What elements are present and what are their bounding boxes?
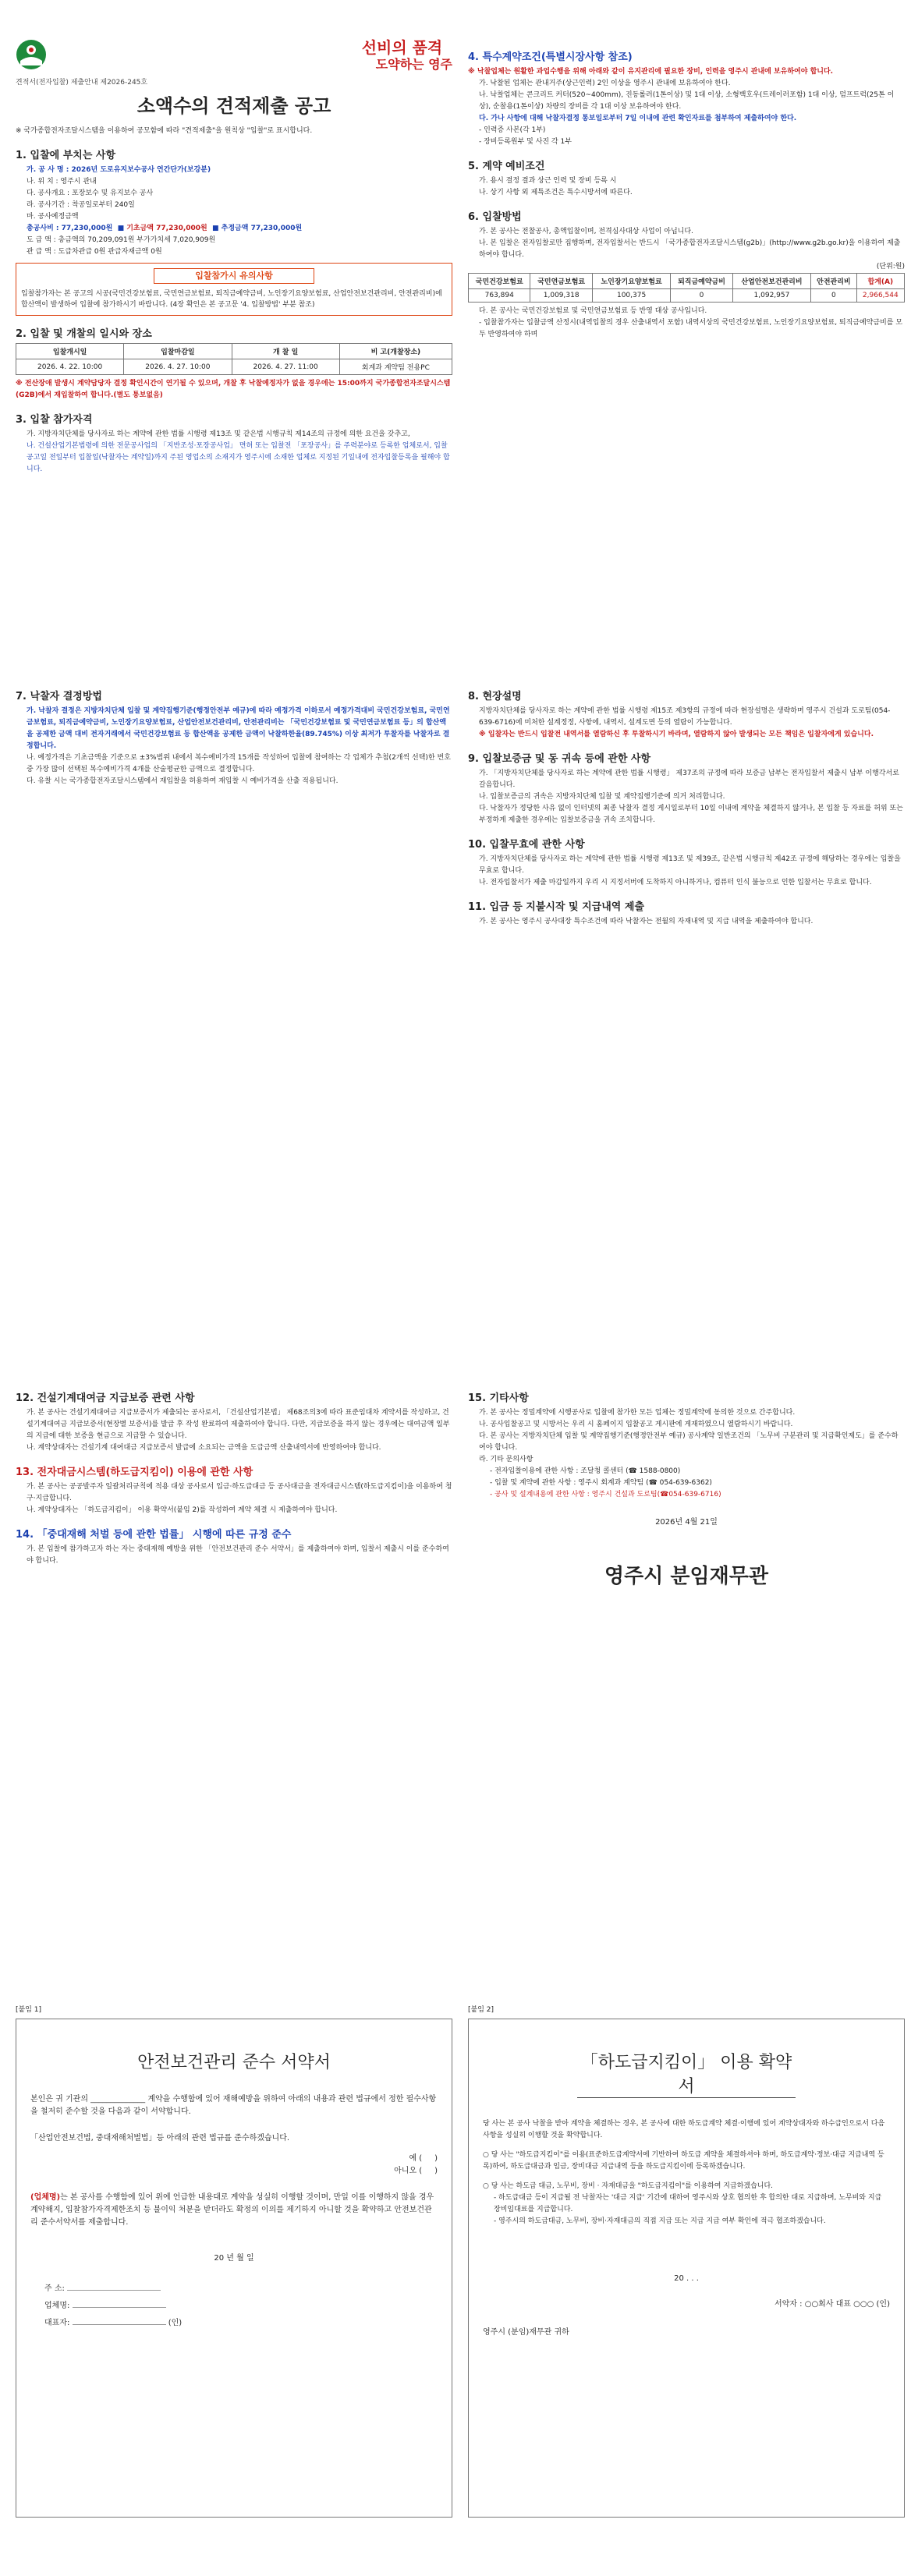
attachment-2-recipient: 영주시 (분임)재무관 귀하 [483, 2328, 569, 2337]
section-4-title: 4. 특수계약조건(특별시장사항 참조) [468, 51, 633, 63]
attachment-2-date: 20 . . . [674, 2274, 699, 2283]
section-9-title: 9. 입찰보증금 및 동 귀속 등에 관한 사항 [468, 753, 651, 765]
attachment-1-signature: 주 소: 업체명: 대표자: (인) [44, 2284, 183, 2327]
section-6-note: 다. 본 공사는 국민건강보험료 및 국민연금보험료 등 반영 대상 공사입니다. - 입찰참가자는 입찰금액 산정시(내역입찰의 경우 산출내역서 포함) 내역서상의 국민건강보험료, 노인장기요양보험료, 퇴직금예약금비를 모두 반영하여야 하며 [479, 307, 903, 338]
page-1-right [468, 39, 905, 663]
page-2-right [468, 678, 905, 1364]
section-4-notice: ※ 낙찰업체는 원활한 과업수행을 위해 아래와 같이 유지관리에 필요한 장비, 인력을 영주시 관내에 보유하여야 합니다. [468, 68, 834, 76]
section-7-title: 7. 낙찰자 결정방법 [16, 691, 102, 702]
contacts: - 전자입찰이용에 관한 사항 : 조달청 콜센터 (☎ 1588-0800) - 입찰 및 계약에 관한 사항 : 영주시 회계과 계약팀 (☎ 054-639-6362) - 공사 및 설계내용에 관한 사항 : 영주시 건설과 도로팀(☎054-639-6716) [490, 1467, 721, 1499]
section-6-title: 6. 입찰방법 [468, 211, 522, 223]
preface-note: ※ 국가종합전자조달시스템을 이용하여 공모함에 따라 "견적제출"을 원칙상 "입찰"로 표시합니다. [16, 127, 313, 135]
page-3-left [16, 1380, 452, 1988]
section-8-title: 8. 현장설명 [468, 691, 522, 702]
attachment-1-date: 20 년 월 일 [214, 2254, 254, 2263]
section-3-text: 가. 지방자치단체를 당사자로 하는 계약에 관한 법률 시행령 제13조 및 같은법 시행규칙 제14조의 규정에 의한 요건을 갖추고, 나. 건설산업기본법령에 의한 전문공사업의 「지반조성·포장공사업」 면허 또는 입찰전 「포장공사」를 주력분야로 등록한 업체로서, 입찰공고일 전일부터 입찰일(낙찰자는 계약일)까지 주된 영업소의 소재지가 영주시에 소재한 업체로 지정된 기일내에 전자입찰등록을 필해야 합니다. [27, 430, 450, 473]
section-13-text: 가. 본 공사는 공공발주자 일괄처리규칙에 적용 대상 공사로서 입금·하도급대금 등 공사대금을 전자대금시스템(하도급지킴이)을 이용하여 청구·지급합니다. 나. 계약상대자는 「하도급지킴이」 이용 확약서(붙임 2)를 작성하여 계약 체결 시 제출하여야 합니다. [27, 1483, 452, 1514]
section-10-title: 10. 입찰무효에 관한 사항 [468, 839, 585, 851]
section-10-text: 가. 지방자치단체를 당사자로 하는 계약에 관한 법률 시행령 제13조 및 제39조, 같은법 시행규칙 제42조 규정에 해당하는 경우에는 입찰을 무효로 합니다. 나. 전자입찰서가 제출 마감일까지 우리 시 지정서버에 도착하지 아니하거나, 컴퓨터 인식 불능으로 인한 입찰서는 무효로 합니다. [479, 855, 901, 886]
section-14-text: 가. 본 입찰에 참가하고자 하는 자는 중대재해 예방을 위한 「안전보건관리 준수 서약서」를 제출하여야 하며, 입찰서 제출시 이를 준수하여야 합니다. [27, 1545, 449, 1565]
table-unit: (단위:원) [876, 263, 905, 271]
section-7-text: 가. 낙찰자 결정은 지방자치단체 입찰 및 계약집행기준(행정안전부 예규)에 따라 예정가격 이하로서 예정가격대비 국민건강보험료, 국민연금보험료, 퇴직금예약금비, 노인장기요양보험료, 산업안전보건관리비, 안전관리비는 「국민건강보험료 및 국민연금보험료 등」의 합산액을 공제한 금액 대비 전자거래에서 국민건강보험료 등 합산액을 공제한 금액이 낙찰하한율(89.745%) 이상 최저가 투찰자를 낙찰자로 결정합니다. 나. 예정가격은 기초금액을 기준으로 ±3%범위 내에서 복수예비가격 15개를 작성하여 입찰에 참여하는 각 업체가 추첨(2개씩 선택)한 번호 중 가장 많이 선택된 복수예비가격 4개를 산술평균한 금액으로 결정합니다. 다. 유찰 시는 국가종합전자조달시스템에서 재입찰을 허용하여 재입찰 시 예비가격을 산출 적용됩니다. [27, 707, 451, 785]
attachment-2-title: 「하도급지킴이」 이용 확약서 [577, 2049, 796, 2098]
section-8-text: 지방자치단체를 당사자로 하는 계약에 관한 법률 시행령 제15조 제3항의 규정에 따라 현장설명은 생략하며 영주시 건설과 도로팀(054-639-6716)에 미처한 설계정정, 사항에, 내역서, 설계도면 등의 열람이 가능합니다. ※ 입찰자는 반드시 입찰전 내역서를 열람하신 후 투찰하시기 바라며, 열람하지 않아 발생되는 모든 책임은 입찰자에게 있습니다. [479, 707, 891, 738]
bidding-warning-box: 입찰참가시 유의사항 입찰참가자는 본 공고의 시공(국민건강보험료, 국민연금보험료, 퇴직금예약금비, 노인장기요양보험료, 산업안전보건관리비, 안전관리비)에 합산액이 발생하여 입찰에 참가하시기 바랍니다. (4장 확인은 본 공고문 '4. 입찰방법' 부분 참조) [16, 263, 452, 316]
section-12-text: 가. 본 공사는 건설기계대여금 지급보증서가 제출되는 공사로서, 「건설산업기본법」 제68조의3에 따라 표준임대차 계약서를 작성하고, 건설기계대여금 지급보증서(현장별 보증서)를 발급 후 작성 완료하여 제출하여야 합니다. 다만, 지급보증을 하지 않는 경우에는 대여금액 일부의 지급에 대한 보증을 현금으로 지급할 수 있습니다. 나. 계약상대자는 건설기계 대여대금 지급보증서 발급에 소요되는 금액을 도급금액 산출내역서에 반영하여야 합니다. [27, 1409, 450, 1452]
attachment-1-check: 「산업안전보건법, 중대재해처벌법」등 아래의 관련 법규를 준수하겠습니다. [30, 2134, 290, 2143]
no-option[interactable]: 아니오 ( ) [394, 2167, 438, 2175]
schedule-note: ※ 전산장애 발생시 계약담당자 결정 확인시간이 연기될 수 있으며, 개찰 후 낙찰예정자가 없을 경우에는 15:00까지 국가종합전자조달시스템(G2B)에서 재입찰하여 합니다.(별도 통보없음) [16, 380, 451, 399]
attachment-2-tag: [붙임 2] [468, 2006, 494, 2014]
issuer: 영주시 분임재무관 [604, 1565, 768, 1588]
attachment-1-intro: 본인은 귀 기관의 ______________ 계약을 수행함에 있어 재해예방을 위하여 아래의 내용과 관련 법규에서 정한 필수사항을 철저히 준수할 것을 다음과 같이 서약합니다. [30, 2095, 437, 2116]
yes-option[interactable]: 예 ( ) [409, 2154, 438, 2163]
section-14-title: 14. 「중대재해 처벌 등에 관한 법률」 시행에 따른 규정 준수 [16, 1529, 292, 1541]
section-11-title: 11. 입금 등 지불시작 및 지급내역 제출 [468, 901, 644, 913]
section-9-text: 가. 「지방자치단체를 당사자로 하는 계약에 관한 법률 시행령」 제37조의 규정에 따라 보증금 납부는 전자입찰서 제출시 납부 이행각서로 갈음합니다. 나. 입찰보증금의 귀속은 지방자치단체 입찰 및 계약집행기준에 의거 처리합니다. 다. 낙찰자가 정당한 사유 없이 인터넷의 최종 낙찰자 결정 게시일로부터 10일 이내에 계약을 체결하지 않거나, 본 입찰 등 자료를 허위 또는 부정하게 제출한 경우에는 입찰보증금을 귀속 조치합니다. [479, 770, 903, 824]
section-15-text: 가. 본 공사는 정밀계약에 시행공사로 입찰에 참가한 모든 업체는 정밀계약에 동의한 것으로 간주합니다. 나. 공사입찰공고 및 시방서는 우리 시 홈페이지 입찰공고 게시판에 게재하였으니 열람하시기 바랍니다. 다. 본 공사는 지방자치단체 입찰 및 계약집행기준(행정안전부 예규) 공사계약 일반조건의 「노무비 구분관리 및 지급확인제도」를 준수하여야 합니다. 라. 기타 문의사항 [479, 1409, 899, 1463]
yeongju-logo-icon [16, 39, 47, 70]
section-1-items: 가. 공 사 명 : 2026년 도로유지보수공사 연간단가(보강분) 나. 위 치 : 영주시 관내 다. 공사개요 : 포장보수 및 유지보수 공사 라. 공사기간 : 착공일로부터 240일 마. 공사예정금액 총공사비 : 77,230,000원 ■ 기초금액 77,230,000원 ■ 추정금액 77,230,000원 도 급 액 : 총금액의 70,209,091원 부가가치세 7,020,909원 관 급 액 : 도급차관급 0원 관급자재금액 0원 [27, 166, 303, 256]
schedule-table: 입찰개시일 입찰마감일 개 찰 일 비 고(개찰장소) 2026. 4. 22. 10:00 2026. 4. 27. 10:00 2026. 4. 27. 11:00 회계과 계약팀 전용PC [16, 343, 452, 375]
insurance-table: 국민건강보험료 국민연금보험료 노인장기요양보험료 퇴직금예약금비 산업안전보건관리비 안전관리비 합계(A) 763,894 1,009,318 100,375 0 1,092,957 0 2,966,544 [468, 273, 905, 303]
section-3-title: 3. 입찰 참가자격 [16, 414, 93, 426]
section-11-text: 가. 본 공사는 영주시 공사대장 특수조건에 따라 낙찰자는 전월의 자재내역 및 지급 내역을 제출하여야 합니다. [479, 918, 814, 925]
attachment-2-signer: 서약자 : ○○회사 대표 ○○○ (인) [775, 2300, 890, 2309]
section-5-text: 가. 용시 결정 결과 상근 인력 및 장비 등록 시 나. 상기 사항 외 제특조건은 특수시방서에 따른다. [479, 177, 633, 196]
attachment-1-tag: [붙임 1] [16, 2006, 41, 2014]
attachment-2-item-1: ○ 당 사는 "하도급지킴이"를 이용(표준하도급계약서에 기반하여 하도급 계약을 체결하셔야 하며, 하도급계약·정보·대금 지급내역 등록)하여, 하도급대금과 임금, 장비대금 지급내역 등을 하도급지킴이에 등록하겠습니다. [483, 2151, 884, 2171]
section-12-title: 12. 건설기계대여금 지급보증 관련 사항 [16, 1392, 195, 1404]
slogan: 선비의 품격 도약하는 영주 [361, 38, 452, 72]
attachment-2-item-2: ○ 당 사는 하도급 대금, 노무비, 장비 · 자재대금을 "하도급지킴이"를 이용하여 지급하겠습니다. [483, 2182, 774, 2190]
attachment-1 [16, 2004, 452, 2549]
notice-number: 견적서(전자입찰) 제출안내 제2026-245호 [16, 79, 148, 87]
section-6-text: 가. 본 공사는 전찰공사, 총액입찰이며, 전격심사대상 사업이 아닙니다. 나. 본 입찰은 전자입찰로만 집행하며, 전자입찰서는 반드시 「국가종합전자조달시스템(g2b)」(http://www.g2b.go.kr)을 이용하여 제출하여야 합니다. [479, 228, 901, 259]
page-3-right [468, 1380, 905, 1988]
section-2-title: 2. 입찰 및 개찰의 일시와 장소 [16, 328, 152, 340]
page-title: 소액수의 견적제출 공고 [136, 95, 331, 117]
attachment-2-intro: 당 사는 본 공사 낙찰을 받아 계약을 체결하는 경우, 본 공사에 대한 하도급계약 체결·이행에 있어 계약상대자와 하수급인으로서 다음 사항을 성실히 이행할 것을 확약합니다. [483, 2120, 885, 2139]
section-5-title: 5. 계약 예비조건 [468, 161, 545, 172]
section-1-title: 1. 입찰에 부치는 사항 [16, 150, 116, 161]
page-2-left [16, 678, 452, 1364]
attachment-2 [468, 2004, 905, 2549]
attachment-1-title: 안전보건관리 준수 서약서 [137, 2053, 331, 2072]
section-4-list: 가. 낙찰된 업체는 관내거주(상근인력) 2인 이상을 영주시 관내에 보유하여야 한다. 나. 낙찰업체는 콘크리트 커터(520~400mm), 진동롤러(1톤이상) 및 1대 이상, 소형백호우(트레이러포함) 1대 이상, 덤프트럭(25톤 이상), 순찰용(1톤이상) 차량의 장비를 각 1대 이상 보유하여야 한다. 다. 가나 사항에 대해 낙찰자결정 통보일로부터 7일 이내에 관련 확인자료를 첨부하여 제출하여야 한다. - 인력증 사본(각 1부) - 장비등록원부 및 사진 각 1부 [479, 80, 895, 146]
section-13-title: 13. 전자대금시스템(하도급지킴이) 이용에 관한 사항 [16, 1467, 253, 1478]
section-15-title: 15. 기타사항 [468, 1392, 529, 1404]
publish-date: 2026년 4월 21일 [655, 1518, 718, 1527]
attachment-2-subitems: - 하도급대금 등이 지급될 전 낙찰자는 '대금 지급' 기간에 대하여 영주시와 상호 협의한 후 합의한 대로 지급하며, 노무비와 지급 장비임대료를 지급합니다. - 영주시의 하도급대금, 노무비, 장비·자재대금의 직접 지급 또는 지급 지급 여부 확인에 적극 협조하겠습니다. [494, 2194, 882, 2225]
attachment-1-body: (업체명)는 본 공사를 수행함에 있어 위에 언급한 내용대로 계약을 성실히 이행할 것이며, 만일 이를 이행하지 않을 경우 계약해지, 입찰참가자격제한조치 등 불이익 처분을 받더라도 확정의 이의를 제기하지 아니할 것을 확약하고 안전보건관리 준수서약서를 제출합니다. [30, 2193, 434, 2227]
page-1-left [16, 39, 452, 663]
